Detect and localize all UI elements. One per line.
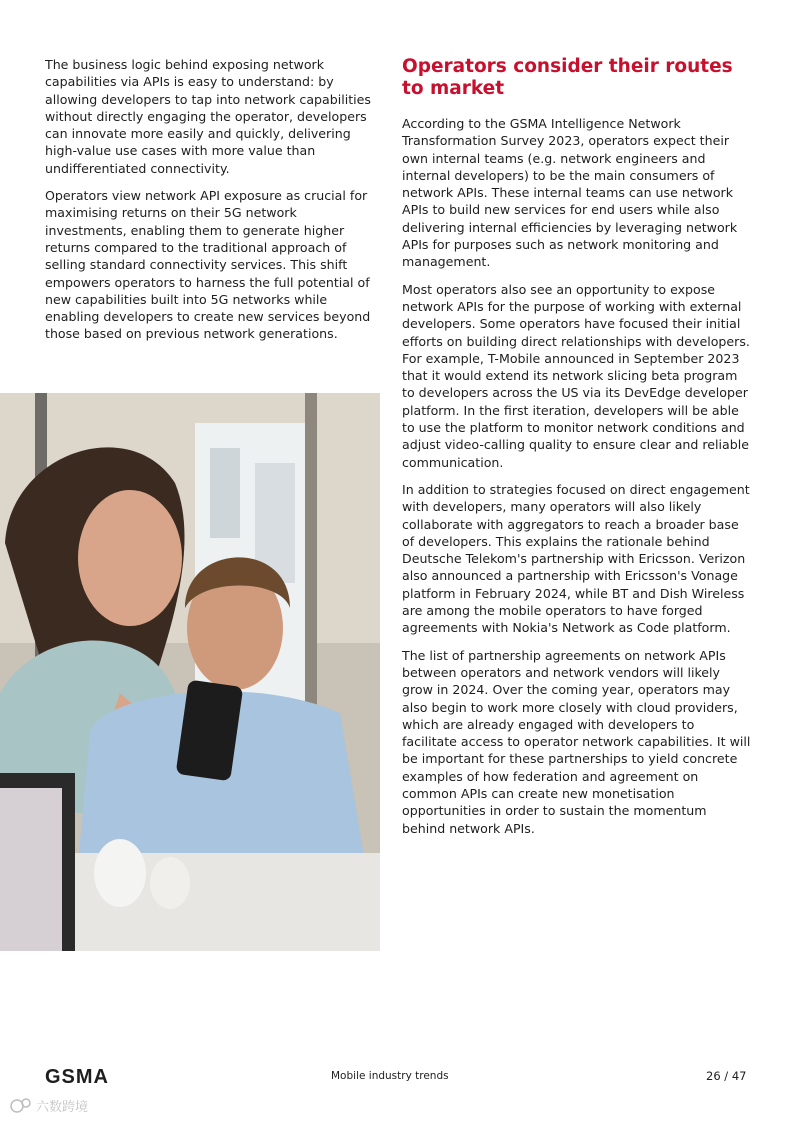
right-paragraph-2: Most operators also see an opportunity to expose network APIs for the purpose of working with external developers. Some operators have focused their initial efforts on building direct relationships with developers. For example, T-Mobile announced in September 2023 that it would extend its network slicing beta program to developers across the US via its DevEdge developer platform. In the first iteration, developers will be able to use the platform to monitor network conditions and adjust video-calling quality to ensure clear and reliable communication. xyxy=(402,281,750,470)
right-paragraph-3: In addition to strategies focused on direct engagement with developers, many operators will also likely collaborate with aggregators to reach a broader base of developers. This explains the rationale behind Deutsche Telekom's partnership with Ericsson. Verizon also announced a partnership with Ericsson's Vonage platform in February 2024, while BT and Dish Wireless are among the mobile operators to have forged agreements with Nokia's Network as Code platform. xyxy=(402,481,750,636)
right-paragraph-1: According to the GSMA Intelligence Network Transformation Survey 2023, operators expect their own internal teams (e.g. network engineers and internal developers) to be the main consumers of network APIs. These internal teams can use network APIs to build new services for end users while also delivering internal efficiencies by leveraging network APIs for purposes such as network monitoring and management. xyxy=(402,116,738,270)
watermark xyxy=(8,1096,108,1120)
gsma-logo-text: GSMA xyxy=(45,1066,109,1086)
right-column xyxy=(402,56,752,847)
right-paragraph-4: The list of partnership agreements on network APIs between operators and network vendors will likely grow in 2024. Over the coming year, operators may also begin to work more closely with cloud providers, which are already engaged with developers to facilitate access to operator network capabilities. It will be important for these partnerships to yield concrete examples of how federation and agreement on common APIs can create new monetisation opportunities in order to sustain the momentum behind network APIs. xyxy=(402,647,751,836)
watermark-text: 六数跨境 xyxy=(36,1100,89,1115)
photo-people-with-phone xyxy=(0,393,380,951)
left-column xyxy=(45,56,377,353)
left-paragraph-2: Operators view network API exposure as crucial for maximising returns on their 5G network investments, enabling them to generate higher returns compared to the traditional approach of selling standard connectivity services. This shift empowers operators to harness the full potential of new capabilities built into 5G networks while enabling developers to create new services beyond those based on previous network generations. xyxy=(45,188,371,342)
footer-title: Mobile industry trends xyxy=(331,1070,449,1082)
section-heading: Operators consider their routes to market xyxy=(402,56,733,99)
gsma-logo xyxy=(45,1066,143,1090)
page-number: 26 / 47 xyxy=(706,1069,747,1083)
left-paragraph-1: The business logic behind exposing network capabilities via APIs is easy to understand: by allowing developers to tap into network capabilities without directly engaging the operator, developers can innovate more easily and quickly, delivering high-value use cases with more value than undifferentiated connectivity. xyxy=(45,57,371,176)
